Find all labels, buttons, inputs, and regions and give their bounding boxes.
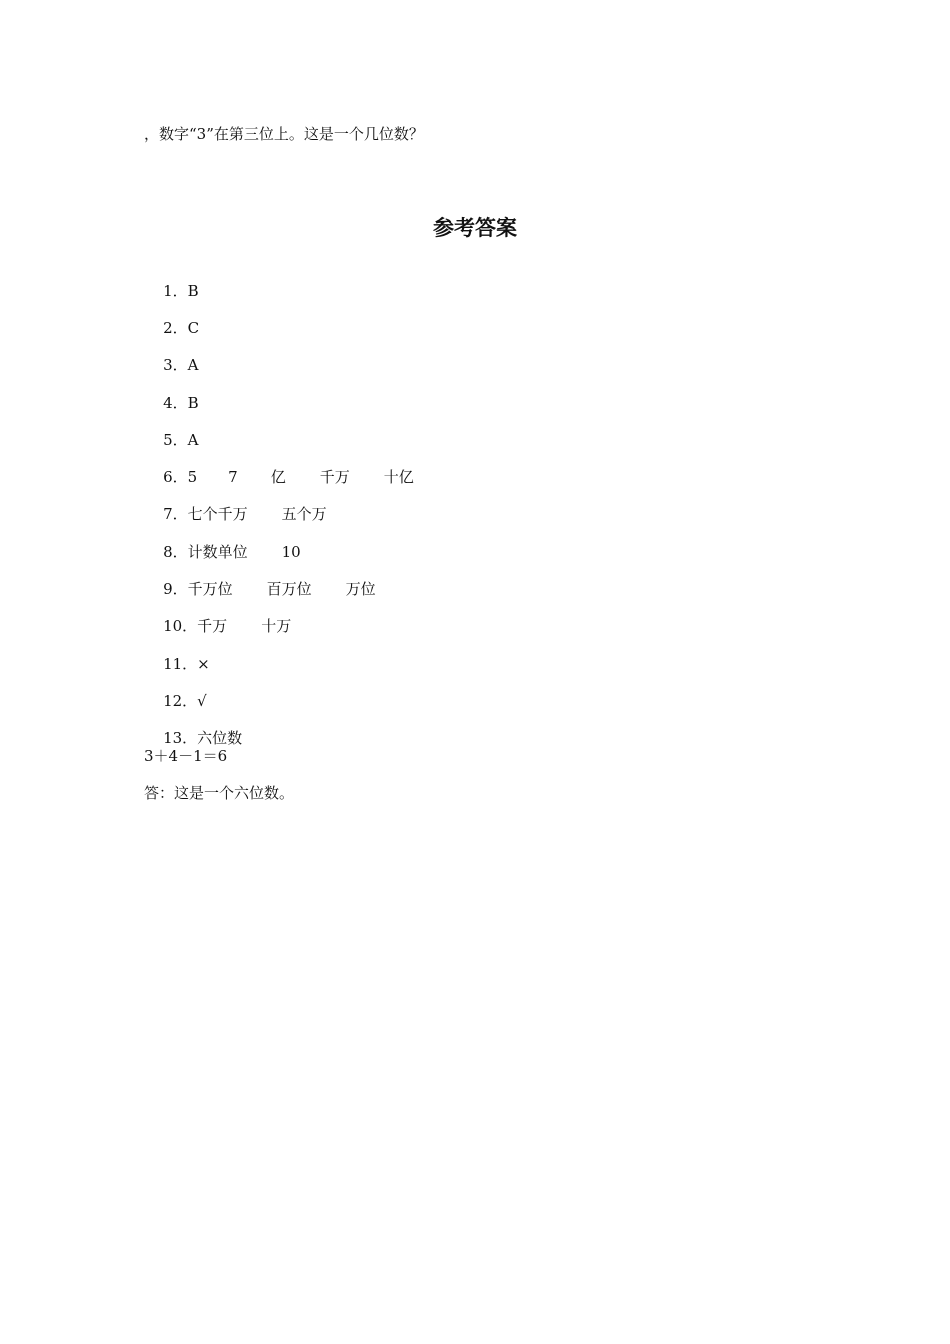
answer-number: 6． bbox=[163, 468, 188, 486]
answer-number: 5． bbox=[163, 431, 188, 449]
answer-value: 千万 bbox=[197, 617, 228, 635]
answer-value: A bbox=[187, 356, 199, 374]
answer-value: B bbox=[187, 282, 199, 300]
answer-value: 五个万 bbox=[281, 505, 327, 523]
answer-title: 参考答案 bbox=[433, 216, 517, 240]
answer-value: 7 bbox=[228, 468, 238, 486]
answer-number: 13． bbox=[163, 729, 198, 747]
answer-number: 9． bbox=[163, 580, 188, 598]
answer-value: 十万 bbox=[261, 617, 292, 635]
answer-number: 2． bbox=[163, 319, 188, 337]
answer-value: 十亿 bbox=[383, 468, 414, 486]
answer-value: 万位 bbox=[345, 580, 376, 598]
answer-number: 3． bbox=[163, 356, 188, 374]
answer-value: 亿 bbox=[270, 468, 286, 486]
answer-value: B bbox=[187, 394, 199, 412]
question-tail: ，数字“3”在第三位上。这是一个几位数？ bbox=[144, 125, 424, 143]
answer-value: 七个千万 bbox=[187, 505, 248, 523]
answer-number: 4． bbox=[163, 394, 188, 412]
answer-number: 11． bbox=[163, 655, 198, 673]
answer-value: 计数单位 bbox=[187, 543, 248, 561]
answer-number: 8． bbox=[163, 543, 188, 561]
answer-number: 12． bbox=[163, 692, 198, 710]
answer-value: 10 bbox=[281, 543, 301, 561]
answer-number: 7． bbox=[163, 505, 188, 523]
answer-value: A bbox=[187, 431, 199, 449]
answer-value: 千万 bbox=[319, 468, 350, 486]
answer-value: 5 bbox=[187, 468, 198, 486]
answer-value: 百万位 bbox=[266, 580, 312, 598]
final-answer: 答：这是一个六位数。 bbox=[144, 784, 295, 802]
answer-value: C bbox=[187, 319, 200, 337]
answer-value: 六位数 bbox=[197, 729, 243, 747]
answer-number: 1． bbox=[163, 282, 188, 300]
answer-value: × bbox=[197, 655, 210, 673]
answer-value: 千万位 bbox=[187, 580, 233, 598]
answer-number: 10． bbox=[163, 617, 198, 635]
answer-value: √ bbox=[197, 692, 207, 710]
calculation-line: 3＋4－1＝6 bbox=[144, 747, 228, 765]
